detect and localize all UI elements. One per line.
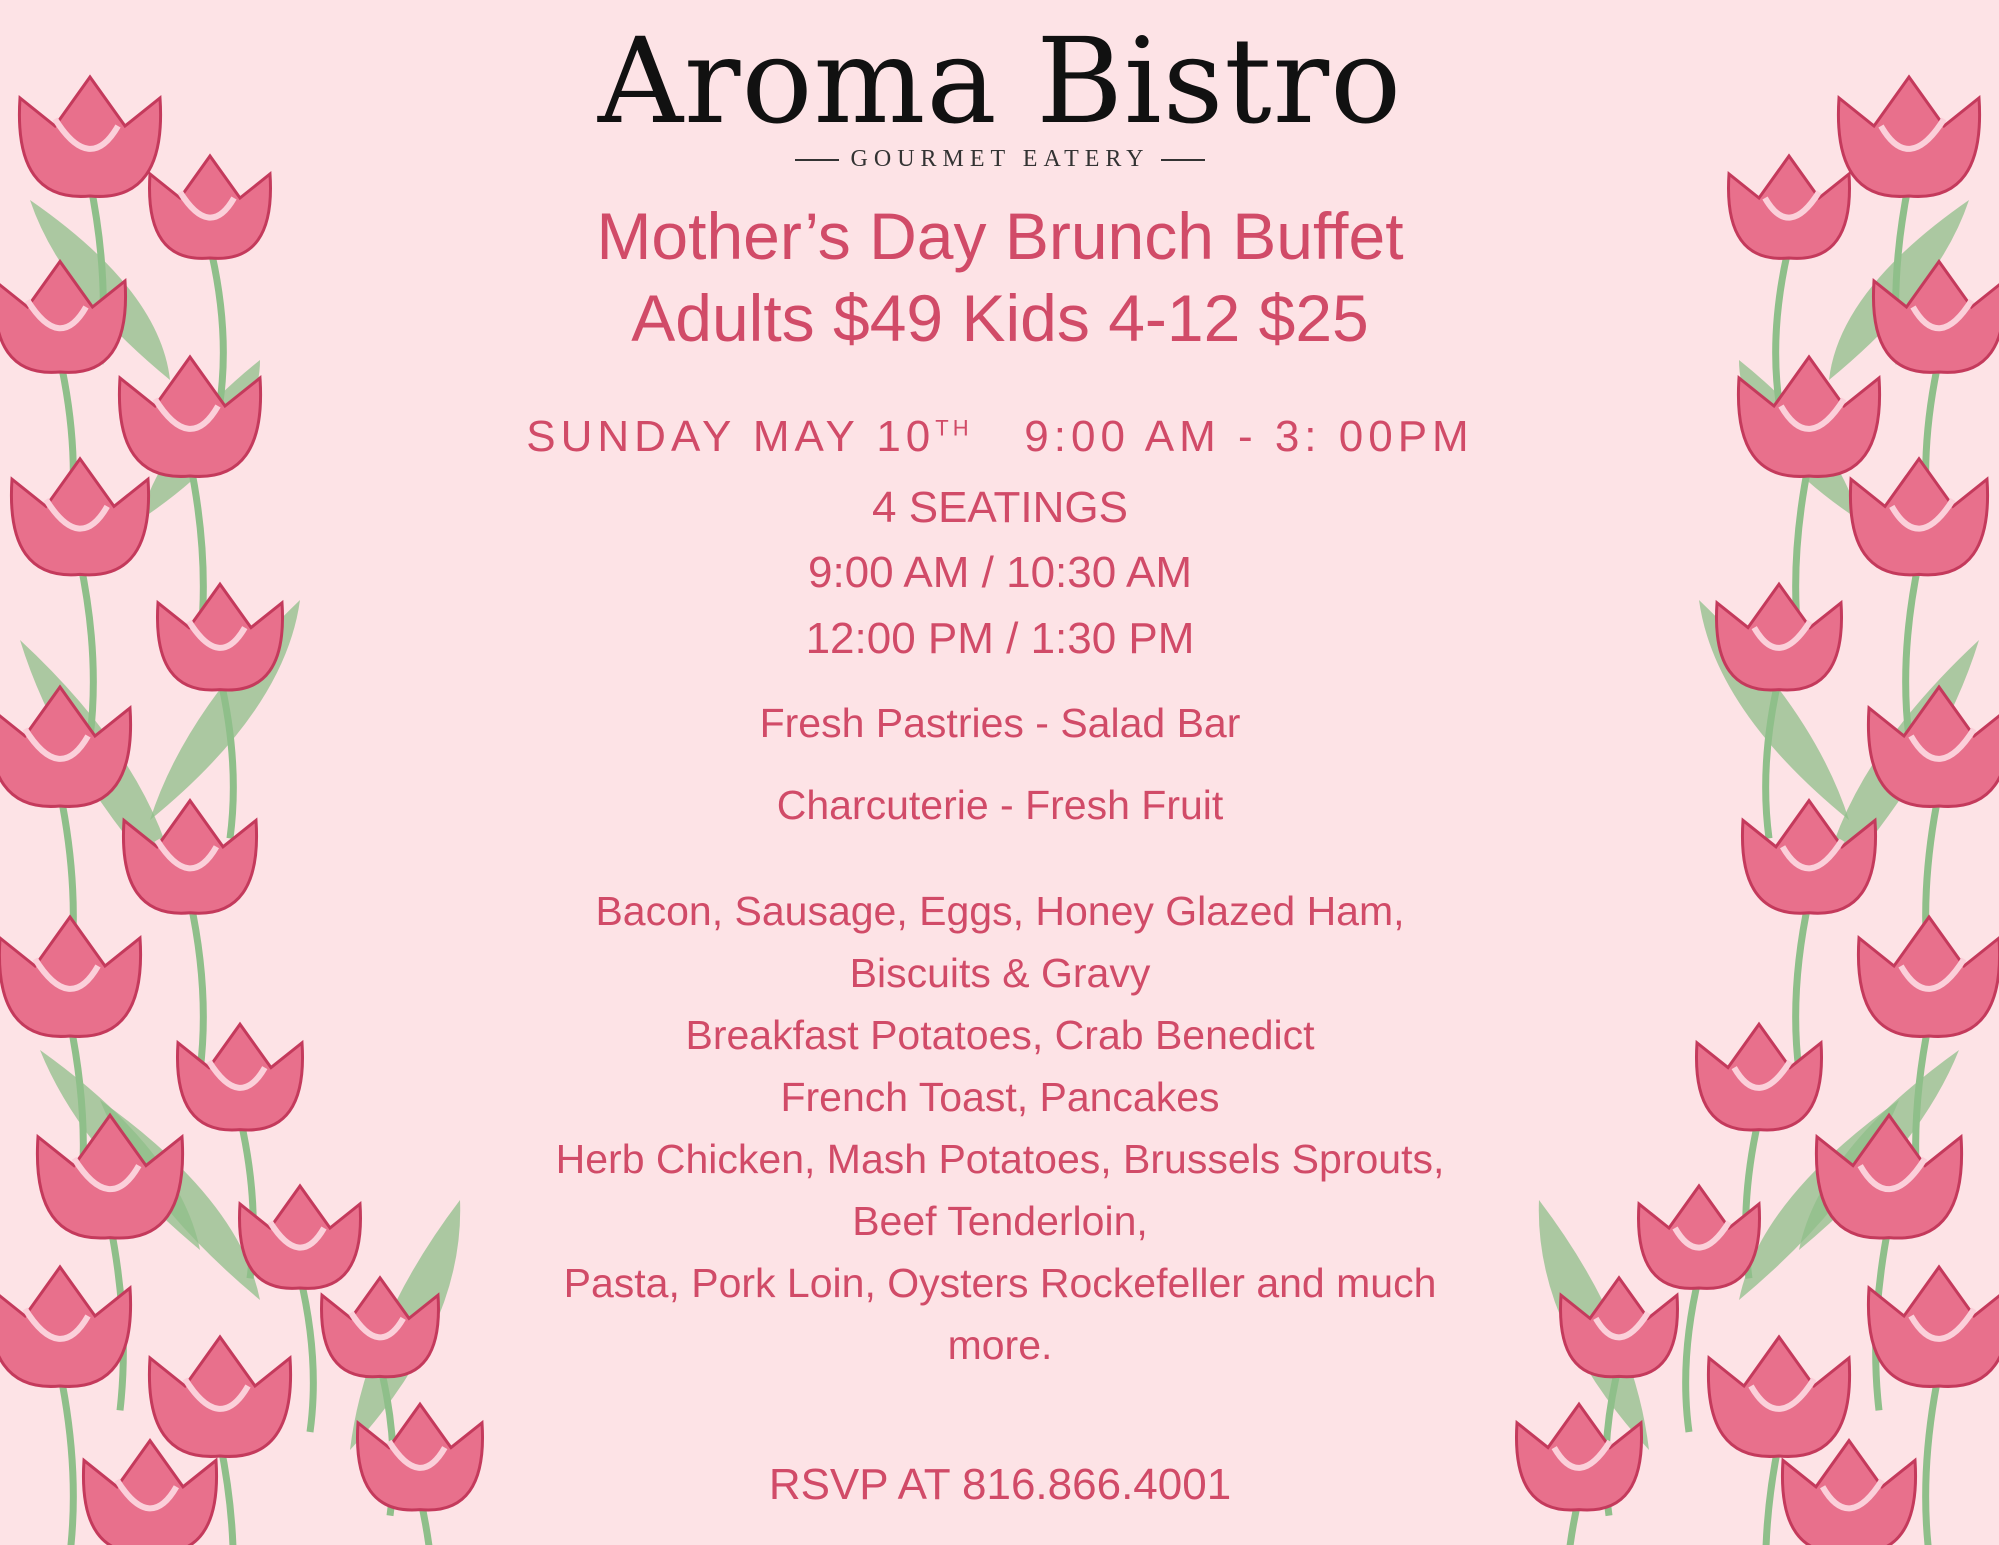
tagline-rule-left xyxy=(795,159,839,161)
menu-line-5: Herb Chicken, Mash Potatoes, Brussels Sprouts, xyxy=(555,1136,1445,1182)
tulip-bloom xyxy=(1738,357,1879,476)
tulip-bloom xyxy=(1868,1267,1999,1386)
menu-line-2: Biscuits & Gravy xyxy=(849,950,1151,996)
tulip-bloom xyxy=(0,917,141,1036)
tulip-stem xyxy=(1776,246,1789,402)
brand-tagline: GOURMET EATERY xyxy=(850,146,1150,172)
tulip-stem xyxy=(210,246,223,402)
tulip-bloom xyxy=(37,1115,182,1238)
event-date-row xyxy=(480,412,1520,462)
event-title: Mother’s Day Brunch Buffet xyxy=(596,199,1404,273)
seatings-heading: 4 SEATINGS xyxy=(872,483,1128,532)
menu-highlight-2: Charcuterie - Fresh Fruit xyxy=(776,782,1224,828)
rsvp-line: RSVP AT 816.866.4001 xyxy=(768,1460,1232,1509)
menu-highlight-1: Fresh Pastries - Salad Bar xyxy=(759,700,1241,746)
tulips-right-group xyxy=(1516,77,1999,1545)
tulip-bloom xyxy=(150,156,271,258)
tulip-bloom xyxy=(1838,77,1979,196)
tulip-stem xyxy=(300,1276,313,1432)
tulip-bloom xyxy=(1516,1404,1641,1510)
event-pricing: Adults $49 Kids 4-12 $25 xyxy=(631,281,1369,355)
menu-line-6: Beef Tenderloin, xyxy=(852,1198,1148,1244)
flyer-content xyxy=(480,0,1520,1545)
tulip-bloom xyxy=(19,77,160,196)
menu-line-7: Pasta, Pork Loin, Oysters Rockefeller and much xyxy=(563,1260,1437,1306)
tulip-bloom xyxy=(357,1404,482,1510)
tulip-stem xyxy=(60,1372,73,1545)
tulip-border-left-illustration xyxy=(0,0,560,1545)
brand-logo: Aroma Bistro xyxy=(597,12,1403,150)
tulip-bloom xyxy=(119,357,260,476)
tulips-left-group xyxy=(0,77,483,1545)
tulip-bloom xyxy=(11,459,148,575)
tulip-bloom xyxy=(1850,459,1987,575)
menu-line-4: French Toast, Pancakes xyxy=(780,1074,1220,1120)
tagline-rule-right xyxy=(1161,159,1205,161)
tulip-bloom xyxy=(1858,917,1999,1036)
seating-times-1: 9:00 AM / 10:30 AM xyxy=(807,548,1192,597)
event-hours: 9:00 AM - 3: 00PM xyxy=(1024,412,1474,461)
tulip-border-right-illustration xyxy=(1439,0,1999,1545)
tulip-bloom xyxy=(177,1024,302,1130)
seating-times-2: 12:00 PM / 1:30 PM xyxy=(805,614,1195,663)
tulip-bloom xyxy=(1716,584,1841,690)
tulip-bloom xyxy=(1868,687,1999,806)
tulip-bloom xyxy=(157,584,282,690)
menu-line-1: Bacon, Sausage, Eggs, Honey Glazed Ham, xyxy=(595,888,1405,934)
tulip-stem xyxy=(190,900,203,1072)
tulip-bloom xyxy=(1816,1115,1961,1238)
tulip-stem xyxy=(1926,1372,1939,1545)
menu-line-8: more. xyxy=(947,1322,1053,1368)
event-date-suffix: TH xyxy=(935,415,973,441)
tulip-bloom xyxy=(0,687,131,806)
tulip-bloom xyxy=(1708,1337,1849,1456)
tulip-stem xyxy=(1796,900,1809,1072)
tulip-bloom xyxy=(1639,1186,1760,1288)
event-date: SUNDAY MAY 10 xyxy=(526,412,936,461)
tulip-bloom xyxy=(0,1267,131,1386)
menu-line-3: Breakfast Potatoes, Crab Benedict xyxy=(685,1012,1315,1058)
tulip-bloom xyxy=(149,1337,290,1456)
brand-tagline-row xyxy=(480,146,1520,173)
tulip-bloom xyxy=(240,1186,361,1288)
tulip-bloom xyxy=(1729,156,1850,258)
tulip-bloom xyxy=(1696,1024,1821,1130)
tulip-stem xyxy=(1686,1276,1699,1432)
